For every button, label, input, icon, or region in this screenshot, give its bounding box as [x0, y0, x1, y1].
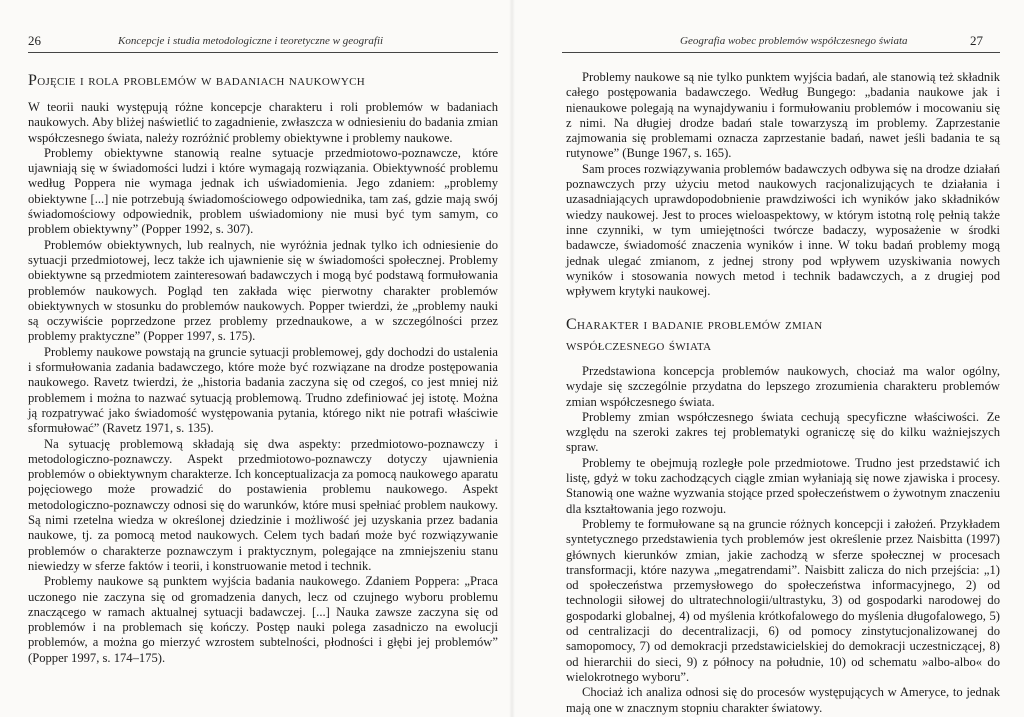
page-number-left: 26: [28, 33, 41, 48]
paragraph: Problemy te formułowane są na gruncie różnych koncepcji i założeń. Przykładem syntetycznego przedstawienia tych problemów jest określenie przez Naisbitta (1997) głównych kierunków zmian, jakie zachodzą w sferze społecznej w procesach transformacji, które nazywa „megatrendami”. Naisbitt zalicza do nich przejścia: „1) od społeczeństwa przemysłowego do społeczeństwa informacyjnego, 2) od technologii siłowej do ultratechnologii/ultrastyku, 3) od gospodarki narodowej do gospodarki globalnej, 4) od myślenia krótkofalowego do myślenia długofalowego, 5) od centralizacji do decentralizacji, 6) od pomocy zinstytucjonalizowanej do samopomocy, 7) od demokracji przedstawicielskiej do demokracji uczestniczącej, 8) od hierarchii do sieci, 9) z północy na południe, 10) od schematu »albo-albo« do wielokrotnego wyboru”.: [566, 516, 1000, 684]
section-title-right: [566, 314, 1000, 356]
body-text-right-bottom: [566, 364, 1000, 716]
paragraph: Problemy naukowe powstają na gruncie sytuacji problemowej, gdy dochodzi do ustalenia i sformułowania zadania badawczego, które może być rozwiązane na drodze postępowania naukowego. Ravetz twierdzi, że „historia badania zaczyna się od czegoś, co jest mniej niż problemem i można to nazwać sytuacją problemową. Trudno zdefiniować jej istotę. Można ją rozpatrywać jako świadomość występowania pytania, którego nikt nie potrafi właściwie sformułować” (Ravetz 1971, s. 135).: [28, 344, 498, 436]
paragraph: Na sytuację problemową składają się dwa aspekty: przedmiotowo-poznawczy i metodologiczno-poznawczy. Aspekt przedmiotowo-poznawczy dotyczy ujawnienia problemów o obiektywnym charakterze. Ich konceptualizacja za pomocą naukowego aparatu pojęciowego może prowadzić do postawienia problemu naukowego. Aspekt metodologiczno-poznawczy odnosi się do warunków, które musi spełniać problem naukowy. Są nimi rzetelna wiedza w określonej dziedzinie i możliwość jej uzyskania przez badania naukowe, tj. za pomocą metod naukowych. Celem tych badań może być rozwiązywanie problemów o charakterze poznawczym i praktycznym, polegające na zmniejszeniu stanu niewiedzy w sferze faktów i teorii, i konstruowanie metod i technik.: [28, 436, 498, 573]
paragraph: Problemy naukowe są nie tylko punktem wyjścia badań, ale stanowią też składnik całego postępowania badawczego. Według Bungego: „badania naukowe jak i nienaukowe polegają na wynajdywaniu i formułowaniu problemów i mocowaniu się z nimi. Na długiej drodze badań stale towarzyszą im problemy. Zaprzestanie zajmowania się problemami oznacza zaprzestanie badań, nawet jeśli badania te są rutynowe” (Bunge 1967, s. 165).: [566, 70, 1000, 161]
paragraph: Problemów obiektywnych, lub realnych, nie wyróżnia jednak tylko ich odniesienie do sytuacji przedmiotowej, lecz także ich ujawnienie się w świadomości społecznej. Problemy obiektywne są przedmiotem zainteresowań badawczych i mogą być podstawą formułowania problemów naukowych. Pogląd ten zakłada więc pierwotny charakter problemów obiektywnych w stosunku do problemów naukowych. Popper twierdzi, że „problemy nauki są oczywiście poprzedzone przez problemy przednaukowe, a w szczególności przez problemy praktyczne” (Popper 1997, s. 175).: [28, 237, 498, 344]
paragraph: Przedstawiona koncepcja problemów naukowych, chociaż ma walor ogólny, wydaje się szczególnie przydatna do lepszego zrozumienia charakteru problemów zmian współczesnego świata.: [566, 364, 1000, 409]
paragraph: W teorii nauki występują różne koncepcje charakteru i roli problemów w badaniach naukowych. Aby bliżej naświetlić to zagadnienie, zwłaszcza w odniesieniu do badania zmian współczesnego świata, należy rozróżnić problemy obiektywne i problemy naukowe.: [28, 100, 498, 145]
paragraph: Problemy obiektywne stanowią realne sytuacje przedmiotowo-poznawcze, które ujawniają się w świadomości ludzi i które wymagają rozwiązania. Obiektywność problemu według Poppera nie wymaga jednak ich uświadomienia. Jego zdaniem: „problemy obiektywne [...] nie potrzebują świadomościowego odpowiednika, tam zaś, gdzie mają swój świadomościowy odpowiednik, problem uświadomiony nie musi być tym samym, co problem obiektywny” (Popper 1992, s. 307).: [28, 145, 498, 237]
paragraph: Problemy naukowe są punktem wyjścia badania naukowego. Zdaniem Poppera: „Praca uczonego nie zaczyna się od gromadzenia danych, lecz od czujnego wyboru problemu znaczącego w ramach aktualnej sytuacji badawczej. [...] Nauka zawsze zaczyna się od problemów i na problemach się kończy. Postęp nauki polega zasadniczo na ewolucji problemów, a można go mierzyć wzrostem subtelności, płodności i głębi jej problemów” (Popper 1997, s. 174–175).: [28, 574, 498, 665]
running-head-left: Koncepcje i studia metodologiczne i teoretyczne w geografii: [118, 35, 384, 47]
header-rule-right: [562, 52, 1000, 53]
paragraph: Sam proces rozwiązywania problemów badawczych odbywa się na drodze działań poznawczych przy użyciu metod naukowych racjonalizujących te działania i uzasadniających uprawdopodobnienie prawdziwości ich wyników jako składników wiedzy naukowej. Jest to proces wieloaspektowy, w którym istotną rolę pełnią także inne czynniki, w tym umiejętności twórcze badaczy, wyposażenie w środki badawcze, świadomość znaczenia wyników i inne. W toku badań problemy mogą jednak ulegać zmianom, z jednej strony pod wpływem uzyskiwania nowych wyników i stosowania nowych metod i technik badawczych, a z drugiej pod wpływem krytyki naukowej.: [566, 161, 1000, 299]
body-text-right-top: [566, 70, 1000, 299]
right-page: [512, 0, 1024, 717]
section-title-left: Pojęcie i rola problemów w badaniach naukowych: [28, 72, 365, 89]
section-title-line: Charakter i badanie problemów zmian: [566, 316, 823, 333]
paragraph: Chociaż ich analiza odnosi się do procesów występujących w Ameryce, to jednak mają one w znacznym stopniu charakter światowy.: [566, 685, 1000, 715]
paragraph: Problemy zmian współczesnego świata cechują specyficzne właściwości. Ze względu na szeroki zakres tej problematyki ograniczę się do kilku ważniejszych spraw.: [566, 409, 1000, 455]
page-number-right: 27: [970, 33, 983, 48]
section-title-line: współczesnego świata: [566, 337, 712, 354]
body-text-left: [28, 100, 498, 666]
running-head-right: Geografia wobec problemów współczesnego świata: [680, 35, 908, 47]
paragraph: Problemy te obejmują rozległe pole przedmiotowe. Trudno jest przedstawić ich listę, gdyż w toku zachodzących ciągle zmian wyłaniają się nowe zjawiska i procesy. Stanowią one ważne wyzwania stojące przed społeczeństwem o żywotnym znaczeniu dla kształtowania jego rozwoju.: [566, 455, 1000, 516]
header-rule-left: [28, 52, 498, 53]
